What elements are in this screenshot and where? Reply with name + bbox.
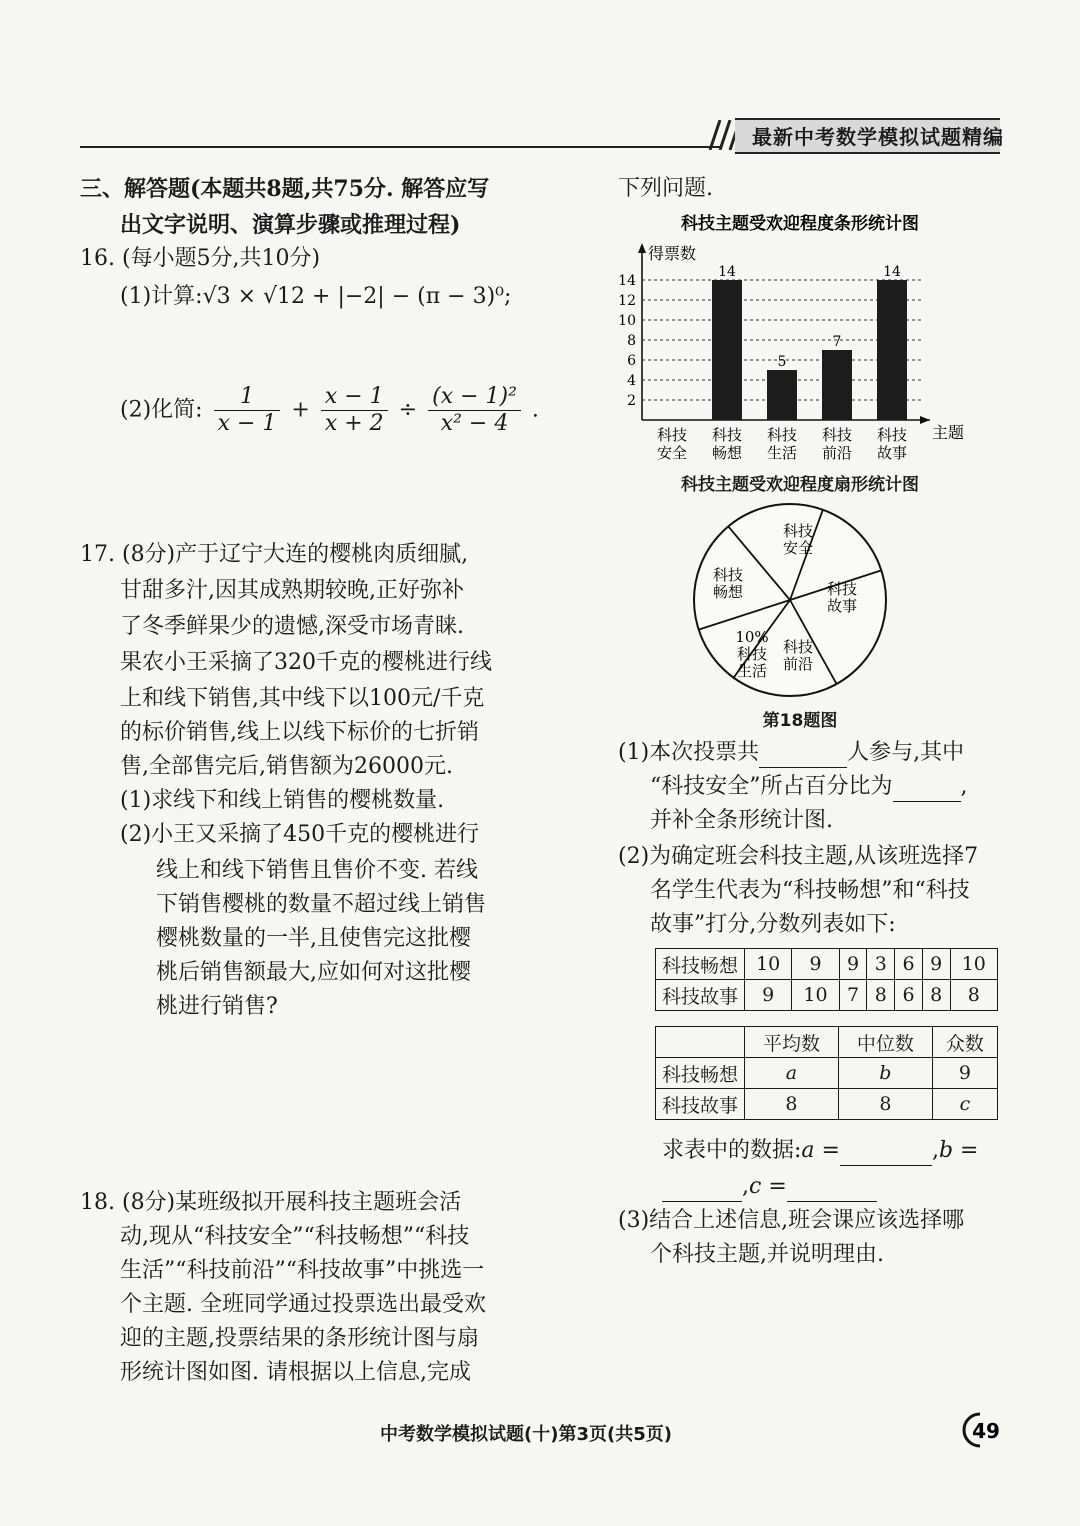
row-label: 科技畅想	[656, 949, 745, 980]
ask-line2	[662, 1172, 877, 1202]
data-label: 5	[777, 354, 787, 370]
q17-line: 了冬季鲜果少的遗憾,深受市场青睐.	[120, 614, 464, 639]
q17-line: 樱桃数量的一半,且使售完这批樱	[156, 926, 471, 951]
stat-cell: 8	[838, 1089, 932, 1120]
q17-line: (1)求线下和线上销售的樱桃数量.	[120, 788, 445, 813]
row-label: 科技故事	[656, 1089, 745, 1120]
y-tick-label: 10	[618, 313, 636, 329]
q16-part2	[120, 384, 539, 437]
y-axis-label: 得票数	[648, 244, 697, 263]
score-cell: 9	[745, 980, 792, 1011]
data-label: 7	[832, 334, 842, 350]
y-tick-label: 4	[627, 373, 636, 389]
stat-cell: b	[838, 1058, 932, 1089]
stat-cell: c	[932, 1089, 997, 1120]
score-cell: 10	[745, 949, 792, 980]
table-header-row	[656, 1027, 998, 1058]
bar-chart	[600, 205, 1000, 470]
table-row	[656, 1089, 998, 1120]
divide-sign: ÷	[398, 397, 418, 423]
bar-科技畅想	[712, 280, 742, 420]
row-label: 科技故事	[656, 980, 745, 1011]
ask-c: c =	[749, 1174, 787, 1199]
score-cell: 3	[867, 949, 895, 980]
q17-line: 售,全部售完后,销售额为26000元.	[120, 754, 453, 779]
data-label: 14	[718, 264, 736, 280]
x-axis-arrow	[920, 416, 930, 424]
q16-part2-label: (2)化简:	[120, 397, 203, 423]
q1-text-c: “科技安全”所占百分比为	[650, 774, 893, 799]
q17-line: 的标价销售,线上以线下标价的七折销	[120, 720, 479, 745]
header-rule	[80, 146, 720, 148]
section-heading-line-2: 出文字说明、演算步骤或推理过程)	[120, 212, 461, 238]
table-row	[656, 1058, 998, 1089]
x-tick-label: 科技	[766, 426, 798, 444]
q18-line: 生活”“科技前沿”“科技故事”中挑选一	[120, 1258, 485, 1283]
q18-part2-line3: 故事”打分,分数列表如下:	[650, 912, 896, 937]
q1-text-b: 人参与,其中	[847, 740, 965, 765]
score-cell: 10	[792, 980, 839, 1011]
q1-text-a: (1)本次投票共	[618, 740, 760, 765]
ask-comma-2: ,	[742, 1174, 749, 1199]
q16-part1-expression: √3 × √12 + |−2| − (π − 3)⁰;	[202, 284, 512, 309]
pie-label: 生活	[736, 662, 768, 680]
q17-line: 果农小王采摘了320千克的樱桃进行线	[120, 650, 492, 675]
q18-part1-line2	[650, 772, 968, 802]
score-cell: 8	[950, 980, 997, 1011]
x-tick-label: 故事	[876, 444, 908, 462]
score-cell: 9	[922, 949, 950, 980]
y-tick-label: 2	[627, 393, 636, 409]
pie-label: 10%	[735, 628, 769, 646]
x-tick-label: 生活	[766, 444, 798, 462]
ask-comma-1: ,	[931, 1138, 939, 1163]
score-cell: 10	[950, 949, 997, 980]
q18-part2-line2: 名学生代表为“科技畅想”和“科技	[650, 878, 970, 903]
q18-part1-line1	[618, 738, 964, 768]
blank-a	[840, 1141, 932, 1166]
q17-line: 桃后销售额最大,应如何对这批樱	[156, 960, 471, 985]
period: .	[531, 397, 539, 423]
pie-label: 科技	[736, 645, 768, 663]
score-cell: 6	[895, 949, 923, 980]
score-cell: 6	[895, 980, 923, 1011]
pie-chart	[690, 500, 890, 700]
y-tick-label: 8	[627, 333, 636, 349]
page-number-badge	[958, 1410, 1010, 1450]
page-number: 49	[972, 1419, 1000, 1443]
q16-heading: 16. (每小题5分,共10分)	[80, 246, 321, 271]
blank-b	[662, 1177, 742, 1202]
ask-b: b =	[938, 1138, 979, 1163]
x-axis-label: 主题	[932, 423, 965, 442]
pie-label: 科技	[712, 566, 744, 584]
q17-line: (2)小王又采摘了450千克的樱桃进行	[120, 822, 480, 847]
stat-cell: 9	[932, 1058, 997, 1089]
q1-comma: ,	[960, 774, 968, 799]
pie-label: 安全	[782, 539, 814, 557]
table-row	[656, 980, 998, 1011]
pie-label: 故事	[826, 597, 858, 615]
table-row	[656, 949, 998, 980]
pie-label: 畅想	[712, 583, 744, 601]
q18-part3-line2: 个科技主题,并说明理由.	[650, 1242, 884, 1267]
y-axis-arrow	[638, 243, 646, 253]
score-table	[655, 948, 998, 1011]
header-title: 最新中考数学模拟试题精编	[752, 125, 1004, 149]
fraction-3: $\frac{\text{(x − 1)²}}{\text{x² − 4}}$	[428, 384, 521, 437]
stat-cell: a	[745, 1058, 839, 1089]
data-label: 14	[883, 264, 901, 280]
x-tick-label: 畅想	[711, 444, 743, 462]
ask-text: 求表中的数据:	[662, 1138, 802, 1163]
x-tick-label: 安全	[656, 444, 688, 462]
footer-text: 中考数学模拟试题(十)第3页(共5页)	[380, 1424, 672, 1445]
header-cell: 中位数	[838, 1027, 932, 1058]
q18-part1-line3: 并补全条形统计图.	[650, 808, 833, 833]
x-tick-label: 科技	[711, 426, 743, 444]
score-cell: 9	[839, 949, 867, 980]
y-tick-label: 6	[627, 353, 636, 369]
q17-line: 17. (8分)产于辽宁大连的樱桃肉质细腻,	[80, 542, 469, 567]
y-tick-label: 14	[618, 273, 636, 289]
bar-科技生活	[767, 370, 797, 420]
q17-line: 桃进行销售?	[156, 994, 278, 1019]
fraction-2: $\frac{x - 1}{x + 2}$	[321, 384, 388, 437]
pie-label: 前沿	[782, 655, 814, 673]
q18-line: 个主题. 全班同学通过投票选出最受欢	[120, 1292, 486, 1317]
x-tick-label: 科技	[821, 426, 853, 444]
statistics-table	[655, 1026, 998, 1120]
score-cell: 8	[867, 980, 895, 1011]
x-tick-label: 科技	[656, 426, 688, 444]
pie-label: 科技	[782, 522, 814, 540]
q18-line: 迎的主题,投票结果的条形统计图与扇	[120, 1326, 479, 1351]
q18-continuation: 下列问题.	[618, 176, 713, 201]
score-cell: 7	[839, 980, 867, 1011]
section-heading-line-1: 三、解答题(本题共8题,共75分. 解答应写	[80, 176, 490, 202]
ask-a: a =	[801, 1138, 840, 1163]
y-tick-label: 12	[618, 293, 636, 309]
plus-sign: +	[291, 397, 310, 423]
q17-line: 上和线下销售,其中线下以100元/千克	[120, 686, 485, 711]
header-cell: 众数	[932, 1027, 997, 1058]
blank-total	[759, 743, 847, 768]
bar-科技前沿	[822, 350, 852, 420]
pie-label: 科技	[826, 580, 858, 598]
q18-line: 动,现从“科技安全”“科技畅想”“科技	[120, 1224, 470, 1249]
fraction-1: $\frac{1}{x - 1}$	[214, 384, 281, 437]
stat-cell: 8	[745, 1089, 839, 1120]
pie-chart-title: 科技主题受欢迎程度扇形统计图	[681, 475, 919, 495]
header-cell	[656, 1027, 745, 1058]
blank-c	[787, 1177, 877, 1202]
score-cell: 9	[792, 949, 839, 980]
q17-line: 下销售樱桃的数量不超过线上销售	[156, 892, 487, 917]
ask-line1	[662, 1136, 978, 1166]
x-tick-label: 前沿	[821, 444, 853, 462]
q18-line: 形统计图如图. 请根据以上信息,完成	[120, 1360, 471, 1385]
q18-part3-line1: (3)结合上述信息,班会课应该选择哪	[618, 1208, 965, 1233]
q16-part1	[120, 282, 511, 312]
q17-line: 甘甜多汁,因其成熟期较晚,正好弥补	[120, 578, 464, 603]
x-tick-label: 科技	[876, 426, 908, 444]
header-cell: 平均数	[745, 1027, 839, 1058]
bar-科技故事	[877, 280, 907, 420]
q18-line: 18. (8分)某班级拟开展科技主题班会活	[80, 1190, 462, 1215]
row-label: 科技畅想	[656, 1058, 745, 1089]
pie-label: 科技	[782, 638, 814, 656]
bar-chart-title: 科技主题受欢迎程度条形统计图	[681, 214, 919, 234]
score-cell: 8	[922, 980, 950, 1011]
figure-caption: 第18题图	[762, 711, 838, 731]
q17-line: 线上和线下销售且售价不变. 若线	[156, 858, 478, 883]
blank-percent	[893, 777, 961, 802]
q18-part2-line1: (2)为确定班会科技主题,从该班选择7	[618, 844, 979, 869]
q16-part1-label: (1)计算:	[120, 284, 203, 309]
